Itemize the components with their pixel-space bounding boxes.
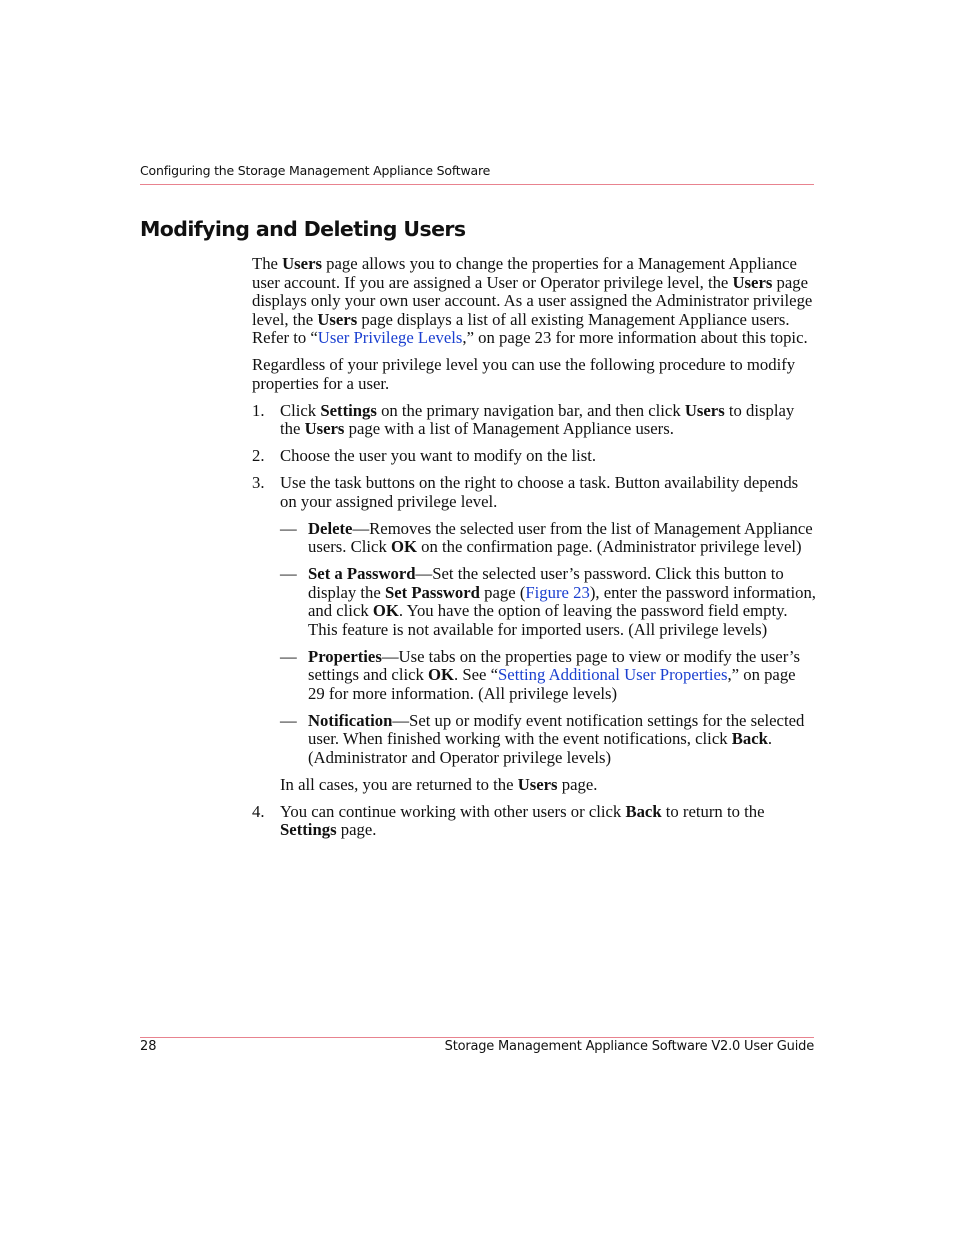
task-button-list bbox=[280, 520, 816, 768]
ui-term: Set a Password bbox=[308, 564, 416, 584]
step-text bbox=[280, 402, 816, 439]
text-run: —Removes the selected user from the list of Management Appliance users. Click bbox=[308, 518, 813, 557]
text-run: —Set up or modify event notification settings for the selected user. When finished working with the event notifications, click bbox=[308, 710, 805, 749]
ui-term: Set Password bbox=[384, 582, 480, 602]
step-3 bbox=[252, 474, 816, 794]
option-set-password bbox=[280, 565, 816, 639]
footer-rule bbox=[140, 1037, 814, 1038]
ui-term: Back bbox=[625, 801, 662, 821]
option-notification bbox=[280, 712, 816, 768]
step-4 bbox=[252, 803, 816, 840]
ui-term: OK bbox=[372, 601, 399, 621]
option-properties bbox=[280, 648, 816, 704]
text-run: to return to the bbox=[661, 801, 765, 821]
text-run: ,” on page 23 for more information about this topic. bbox=[462, 328, 808, 348]
text-run: page. bbox=[557, 774, 598, 794]
user-privilege-levels-link[interactable]: User Privilege Levels bbox=[317, 328, 463, 348]
text-run: page. bbox=[336, 820, 377, 840]
intro-paragraph bbox=[252, 255, 816, 348]
ui-term: Users bbox=[732, 272, 773, 292]
option-delete bbox=[280, 520, 816, 557]
ui-term: Settings bbox=[320, 400, 377, 420]
setting-additional-user-properties-link[interactable]: Setting Additional User Properties bbox=[498, 665, 728, 685]
text-run: . (Administrator and Operator privilege levels) bbox=[308, 729, 773, 768]
text-run: page with a list of Management Appliance users. bbox=[344, 419, 674, 439]
ui-term: Users bbox=[304, 419, 345, 439]
ui-term: OK bbox=[390, 537, 417, 557]
procedure-intro: Regardless of your privilege level you can use the following procedure to modify properties for a user. bbox=[252, 355, 796, 393]
step-number: 4. bbox=[252, 801, 265, 821]
text-run: page ( bbox=[479, 582, 526, 602]
page-number: 28 bbox=[140, 1039, 157, 1054]
book-title: Storage Management Appliance Software V2.0 User Guide bbox=[444, 1039, 814, 1054]
step-text bbox=[280, 803, 816, 840]
text-run: ,” on page 29 for more information. (All privilege levels) bbox=[308, 665, 796, 703]
ui-term: Properties bbox=[308, 646, 382, 666]
step-text: Choose the user you want to modify on the list. bbox=[280, 446, 597, 466]
ui-term: Users bbox=[684, 400, 725, 420]
text-run: Click bbox=[280, 400, 321, 420]
running-header: Configuring the Storage Management Appliance Software bbox=[140, 163, 491, 178]
section-title: Modifying and Deleting Users bbox=[140, 217, 466, 241]
text-run: . See “ bbox=[454, 665, 499, 685]
text-run: on the confirmation page. (Administrator privilege level) bbox=[416, 537, 802, 557]
em-dash-bullet: — bbox=[280, 564, 297, 584]
text-run: . You have the option of leaving the password field empty. This feature is not available for imported users. (All privilege levels) bbox=[308, 601, 788, 639]
ui-term: Delete bbox=[308, 518, 353, 538]
step-number: 2. bbox=[252, 446, 265, 466]
text-run: to display the bbox=[280, 400, 795, 439]
text-run: —Set the selected user’s password. Click this button to display the bbox=[308, 564, 784, 602]
text-run: page displays a list of all existing Management Appliance users. Refer to “ bbox=[252, 309, 790, 348]
ui-term: Users bbox=[282, 254, 322, 273]
ui-term: Notification bbox=[308, 710, 393, 730]
step-number: 3. bbox=[252, 473, 265, 493]
step-1 bbox=[252, 402, 816, 439]
em-dash-bullet: — bbox=[280, 646, 297, 666]
ui-term: Users bbox=[317, 309, 358, 329]
text-run: page allows you to change the properties for a Management Appliance user account. If you are assigned a User or Operator privilege level, the bbox=[252, 254, 797, 292]
ui-term: Back bbox=[731, 729, 768, 749]
text-run: —Use tabs on the properties page to view or modify the user’s settings and click bbox=[308, 646, 801, 685]
text-run: ), enter the password information, and click bbox=[308, 582, 816, 621]
text-run: page displays only your own user account. As a user assigned the Administrator privilege level, the bbox=[252, 272, 813, 329]
figure-23-link[interactable]: Figure 23 bbox=[525, 582, 590, 602]
em-dash-bullet: — bbox=[280, 518, 297, 538]
header-rule bbox=[140, 184, 814, 185]
em-dash-bullet: — bbox=[280, 710, 297, 730]
text-run: In all cases, you are returned to the bbox=[280, 774, 518, 794]
step-number: 1. bbox=[252, 400, 265, 420]
text-run: on the primary navigation bar, and then click bbox=[376, 400, 685, 420]
procedure-steps bbox=[252, 402, 816, 840]
ui-term: Users bbox=[517, 774, 558, 794]
step-3-conclusion bbox=[280, 776, 816, 795]
ui-term: Settings bbox=[280, 820, 337, 840]
text-run: The bbox=[252, 254, 283, 273]
step-2 bbox=[252, 447, 816, 466]
body-text bbox=[252, 255, 816, 848]
step-text: Use the task buttons on the right to choose a task. Button availability depends on your assigned privilege level. bbox=[280, 473, 799, 511]
ui-term: OK bbox=[428, 665, 454, 685]
text-run: You can continue working with other users or click bbox=[280, 801, 626, 821]
